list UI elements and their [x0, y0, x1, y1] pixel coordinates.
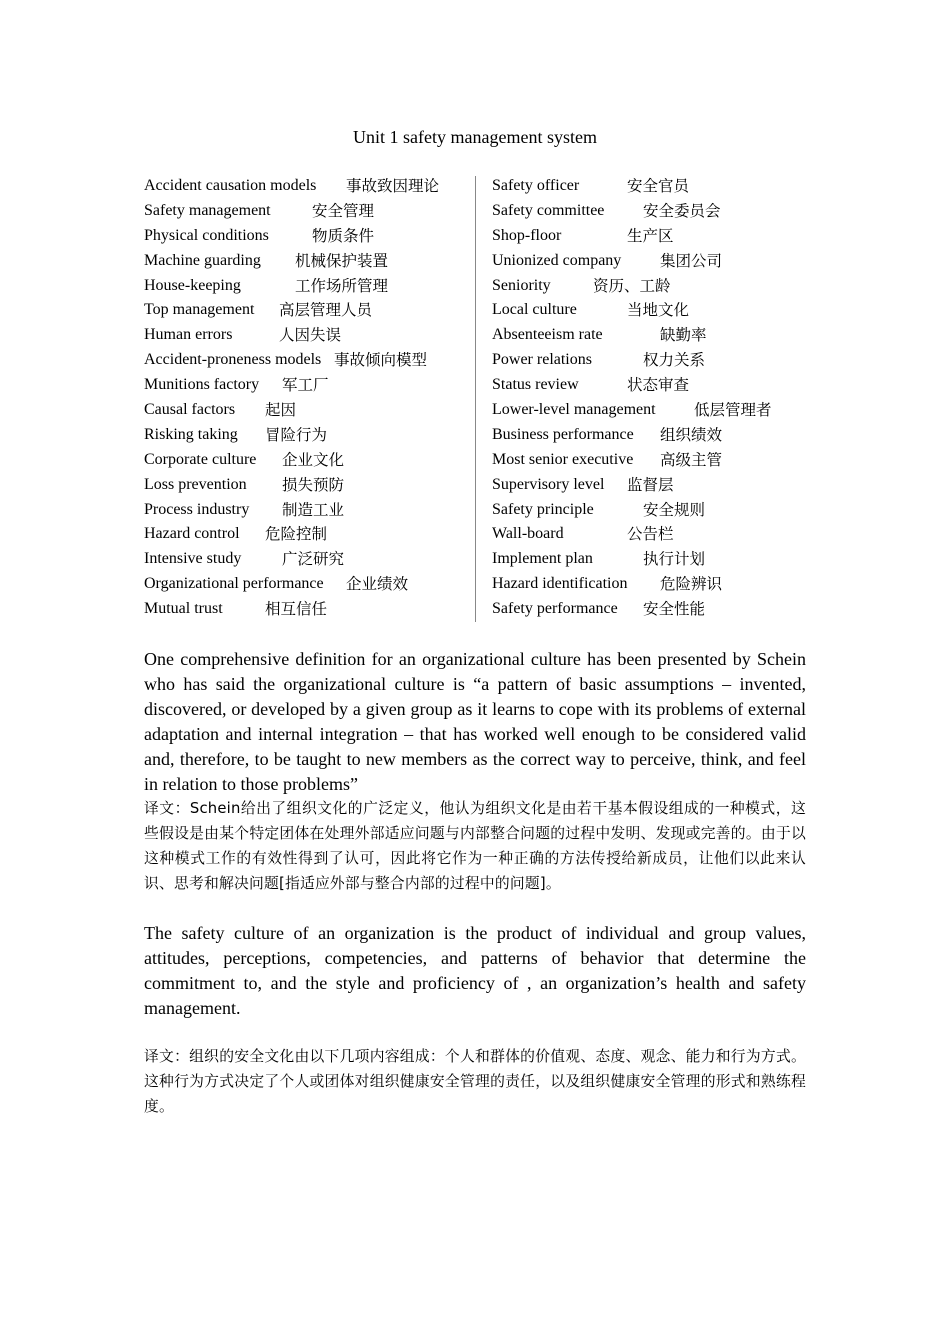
term-row — [144, 597, 474, 622]
term-chinese: 广泛研究 — [282, 550, 345, 569]
term-chinese: 损失预防 — [282, 475, 345, 494]
term-row — [492, 199, 812, 224]
term-english: Business performance — [492, 425, 634, 443]
term-english: Lower-level management — [492, 401, 656, 419]
term-row — [492, 274, 812, 299]
term-chinese: 物质条件 — [312, 226, 375, 245]
term-row — [492, 224, 812, 249]
term-row — [144, 249, 474, 274]
term-english: Accident causation models — [144, 177, 317, 194]
term-english: Corporate culture — [144, 450, 257, 468]
term-english: Hazard control — [144, 525, 240, 543]
term-chinese: 高层管理人员 — [279, 301, 373, 320]
term-row — [144, 448, 474, 473]
term-chinese: 军工厂 — [282, 376, 329, 395]
term-chinese: 权力关系 — [643, 351, 706, 370]
term-chinese: 冒险行为 — [265, 425, 328, 444]
term-chinese: 生产区 — [627, 226, 674, 245]
term-row — [492, 522, 812, 547]
term-chinese: 危险控制 — [265, 525, 328, 544]
organizational-culture-paragraph: One comprehensive definition for an organizational culture has been presented by Schein who has said the organizational culture is “a pattern of basic assumptions – invented, discovered, or developed by a given group as it learns to cope with its problems of external adaptation and internal integration – that has worked well enough to be considered valid and, therefore, to be taught to new members as the correct way to perceive, think, and feel in relation to those problems” — [144, 649, 806, 794]
term-row — [492, 174, 812, 199]
safety-culture-translation: 译文：组织的安全文化由以下几项内容组成：个人和群体的价值观、态度、观念、能力和行为方式。这种行为方式决定了个人或团体对组织健康安全管理的责任，以及组织健康安全管理的形式和熟练程度。 — [144, 1048, 806, 1115]
vocabulary-right-column — [492, 174, 812, 622]
term-english: Supervisory level — [492, 475, 605, 493]
term-english: Process industry — [144, 500, 250, 518]
term-row — [492, 348, 812, 373]
term-chinese: 公告栏 — [627, 525, 674, 544]
term-row — [144, 423, 474, 448]
term-chinese: 相互信任 — [265, 600, 328, 619]
term-chinese: 安全性能 — [643, 600, 706, 619]
term-row — [492, 448, 812, 473]
term-row — [492, 473, 812, 498]
term-english: Human errors — [144, 326, 233, 344]
term-english: Safety management — [144, 201, 271, 219]
term-english: Munitions factory — [144, 376, 260, 394]
term-english: Safety committee — [492, 201, 605, 219]
term-row — [144, 298, 474, 323]
term-row — [492, 572, 812, 597]
term-chinese: 监督层 — [627, 475, 674, 494]
term-chinese: 高级主管 — [660, 450, 723, 469]
term-english: House-keeping — [144, 276, 241, 294]
term-chinese: 危险辨识 — [660, 575, 723, 594]
term-row — [144, 572, 474, 597]
term-english: Power relations — [492, 351, 592, 369]
term-english: Loss prevention — [144, 475, 247, 493]
term-english: Organizational performance — [144, 575, 324, 593]
term-chinese: 机械保护装置 — [295, 251, 389, 270]
term-english: Safety officer — [492, 177, 580, 194]
term-chinese: 人因失误 — [279, 326, 342, 345]
term-english: Risking taking — [144, 425, 238, 443]
term-row — [492, 249, 812, 274]
term-row — [144, 174, 474, 199]
term-chinese: 企业文化 — [282, 450, 345, 469]
term-row — [144, 498, 474, 523]
term-english: Safety principle — [492, 500, 594, 518]
organizational-culture-translation: 译文：Schein给出了组织文化的广泛定义，他认为组织文化是由若干基本假设组成的一种模式，这些假设是由某个特定团体在处理外部适应问题与内部整合问题的过程中发明、发现或完善的。由于以这种模式工作的有效性得到了认可，因此将它作为一种正确的方法传授给新成员，让他们以此来认识、思考和解决问题[指适应外部与整合内部的过程中的问题]。 — [144, 800, 806, 892]
term-english: Most senior executive — [492, 450, 634, 468]
term-english: Absenteeism rate — [492, 326, 603, 344]
term-english: Wall-board — [492, 525, 564, 543]
term-chinese: 安全规则 — [643, 500, 706, 519]
term-english: Unionized company — [492, 251, 622, 269]
term-row — [144, 522, 474, 547]
term-chinese: 缺勤率 — [660, 326, 707, 345]
vocabulary-table — [144, 174, 809, 624]
term-chinese: 制造工业 — [282, 500, 345, 519]
term-chinese: 安全管理 — [312, 201, 375, 220]
term-row — [492, 498, 812, 523]
term-english: Machine guarding — [144, 251, 261, 269]
term-row — [492, 423, 812, 448]
term-english: Seniority — [492, 276, 551, 294]
term-chinese: 执行计划 — [643, 550, 706, 569]
term-row — [144, 348, 474, 373]
term-chinese: 当地文化 — [627, 301, 690, 320]
term-english: Local culture — [492, 301, 577, 319]
term-row — [492, 323, 812, 348]
term-english: Intensive study — [144, 550, 242, 568]
term-row — [492, 398, 812, 423]
term-chinese: 安全委员会 — [643, 201, 721, 220]
term-row — [144, 199, 474, 224]
term-row — [144, 547, 474, 572]
term-chinese: 事故倾向模型 — [334, 351, 428, 370]
term-row — [144, 274, 474, 299]
term-english: Causal factors — [144, 401, 236, 419]
term-english: Status review — [492, 376, 579, 394]
term-chinese: 安全官员 — [627, 177, 690, 195]
safety-culture-paragraph: The safety culture of an organization is the product of individual and group values, attitudes, perceptions, competencies, and patterns of behavior that determine the commitment to, and the style and proficiency of , an organization’s health and safety management. — [144, 923, 806, 1018]
term-english: Physical conditions — [144, 226, 269, 244]
term-chinese: 组织绩效 — [660, 425, 723, 444]
term-chinese: 低层管理者 — [694, 401, 772, 420]
term-row — [492, 298, 812, 323]
page-title: Unit 1 safety management system — [353, 127, 597, 147]
term-row — [144, 373, 474, 398]
term-english: Accident-proneness models — [144, 351, 322, 369]
term-row — [492, 597, 812, 622]
term-chinese: 集团公司 — [660, 251, 723, 270]
term-english: Shop-floor — [492, 226, 562, 244]
term-english: Mutual trust — [144, 600, 223, 618]
term-row — [492, 547, 812, 572]
term-chinese: 资历、工龄 — [593, 276, 671, 295]
term-chinese: 状态审查 — [627, 376, 690, 395]
term-english: Hazard identification — [492, 575, 628, 593]
term-chinese: 起因 — [265, 401, 297, 420]
vocabulary-left-column — [144, 174, 474, 622]
term-row — [144, 398, 474, 423]
term-chinese: 工作场所管理 — [295, 276, 389, 295]
term-english: Top management — [144, 301, 255, 319]
term-row — [144, 224, 474, 249]
term-row — [492, 373, 812, 398]
term-chinese: 企业绩效 — [346, 575, 409, 594]
term-english: Implement plan — [492, 550, 593, 568]
term-row — [144, 323, 474, 348]
term-row — [144, 473, 474, 498]
term-english: Safety performance — [492, 600, 618, 618]
term-chinese: 事故致因理论 — [346, 177, 440, 195]
column-divider — [475, 176, 476, 622]
